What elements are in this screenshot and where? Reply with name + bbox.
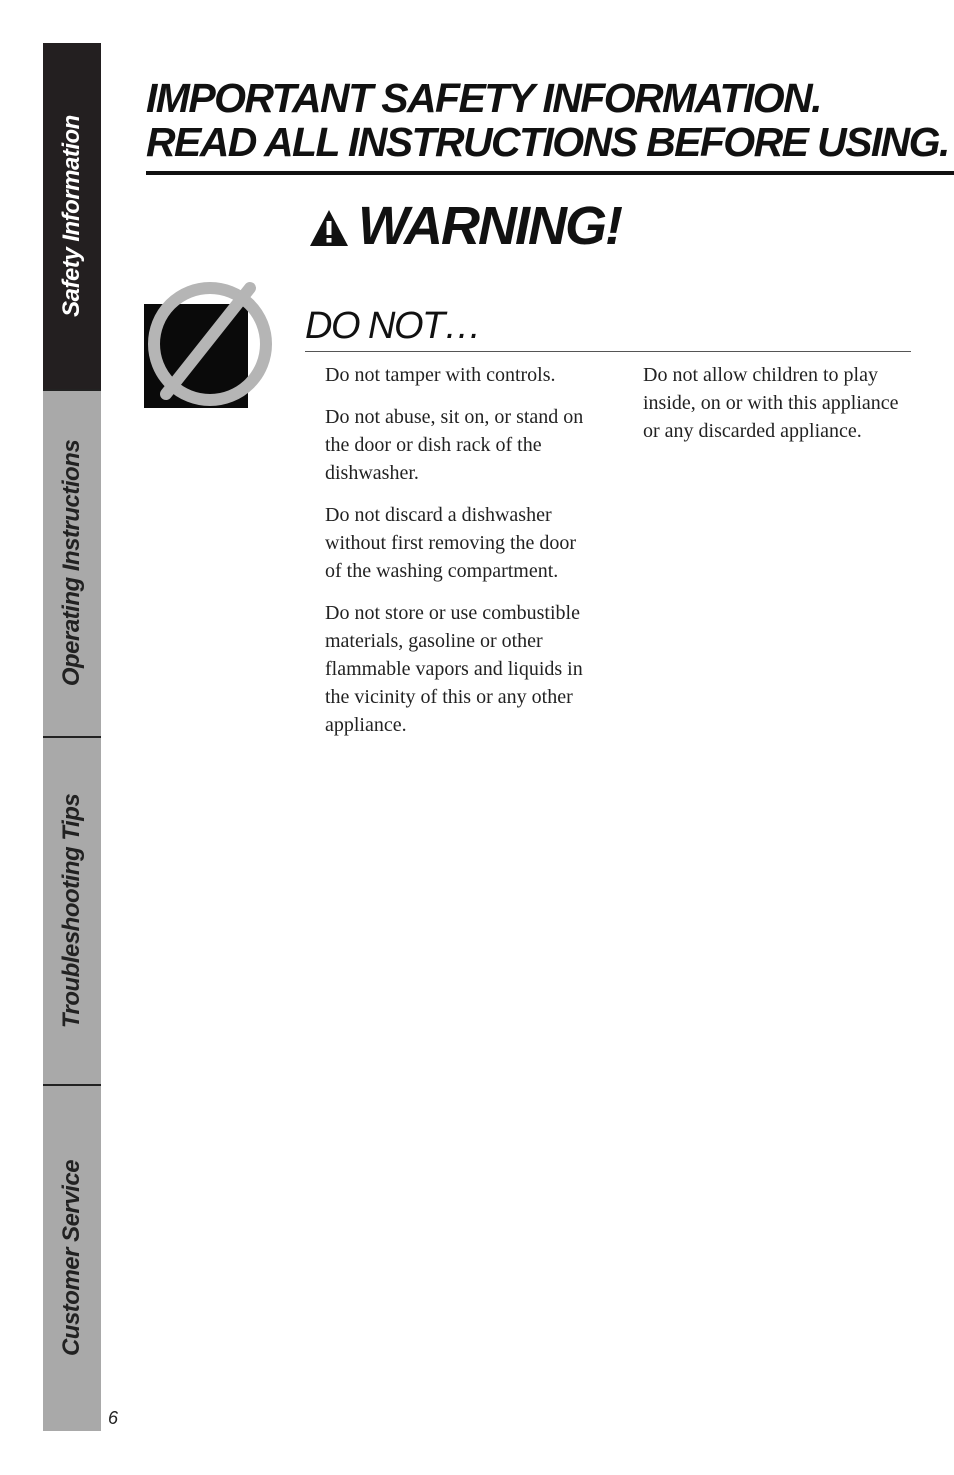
page-header (146, 76, 954, 164)
header-divider (146, 171, 954, 175)
instruction-item: Do not tamper with controls. (325, 364, 556, 386)
tab-operating-instructions[interactable] (43, 391, 101, 739)
page-number: 6 (108, 1408, 119, 1428)
header-line-1: IMPORTANT SAFETY INFORMATION. (146, 75, 821, 121)
instruction-item: Do not allow children to play inside, on or with this appliance or any discarded appliance. (643, 364, 899, 442)
warning-banner (308, 196, 621, 256)
tab-troubleshooting-tips[interactable] (43, 738, 101, 1086)
tab-safety-information[interactable] (43, 43, 101, 391)
tab-label: Operating Instructions (58, 440, 86, 687)
tab-customer-service[interactable] (43, 1086, 101, 1432)
tab-label: Customer Service (58, 1160, 85, 1357)
warning-title: WARNING! (358, 196, 621, 256)
warning-triangle-icon (308, 207, 350, 249)
do-not-heading: DO NOT… (305, 305, 481, 347)
instruction-item: Do not abuse, sit on, or stand on the door or dish rack of the dishwasher. (325, 406, 584, 484)
instructions-right-column (643, 361, 911, 459)
tab-label: Troubleshooting Tips (58, 793, 86, 1028)
tab-label: Safety Information (58, 114, 86, 317)
instruction-item: Do not discard a dishwasher without first removing the door of the washing compartment. (325, 504, 577, 582)
prohibition-icon (144, 270, 276, 410)
header-line-2: READ ALL INSTRUCTIONS BEFORE USING. (146, 119, 949, 165)
section-tabs (43, 43, 101, 1431)
instructions-left-column (325, 361, 597, 753)
section-divider (305, 351, 911, 352)
instruction-item: Do not store or use combustible materials, gasoline or other flammable vapors and liquids in the vicinity of this or any other appliance. (325, 602, 583, 736)
